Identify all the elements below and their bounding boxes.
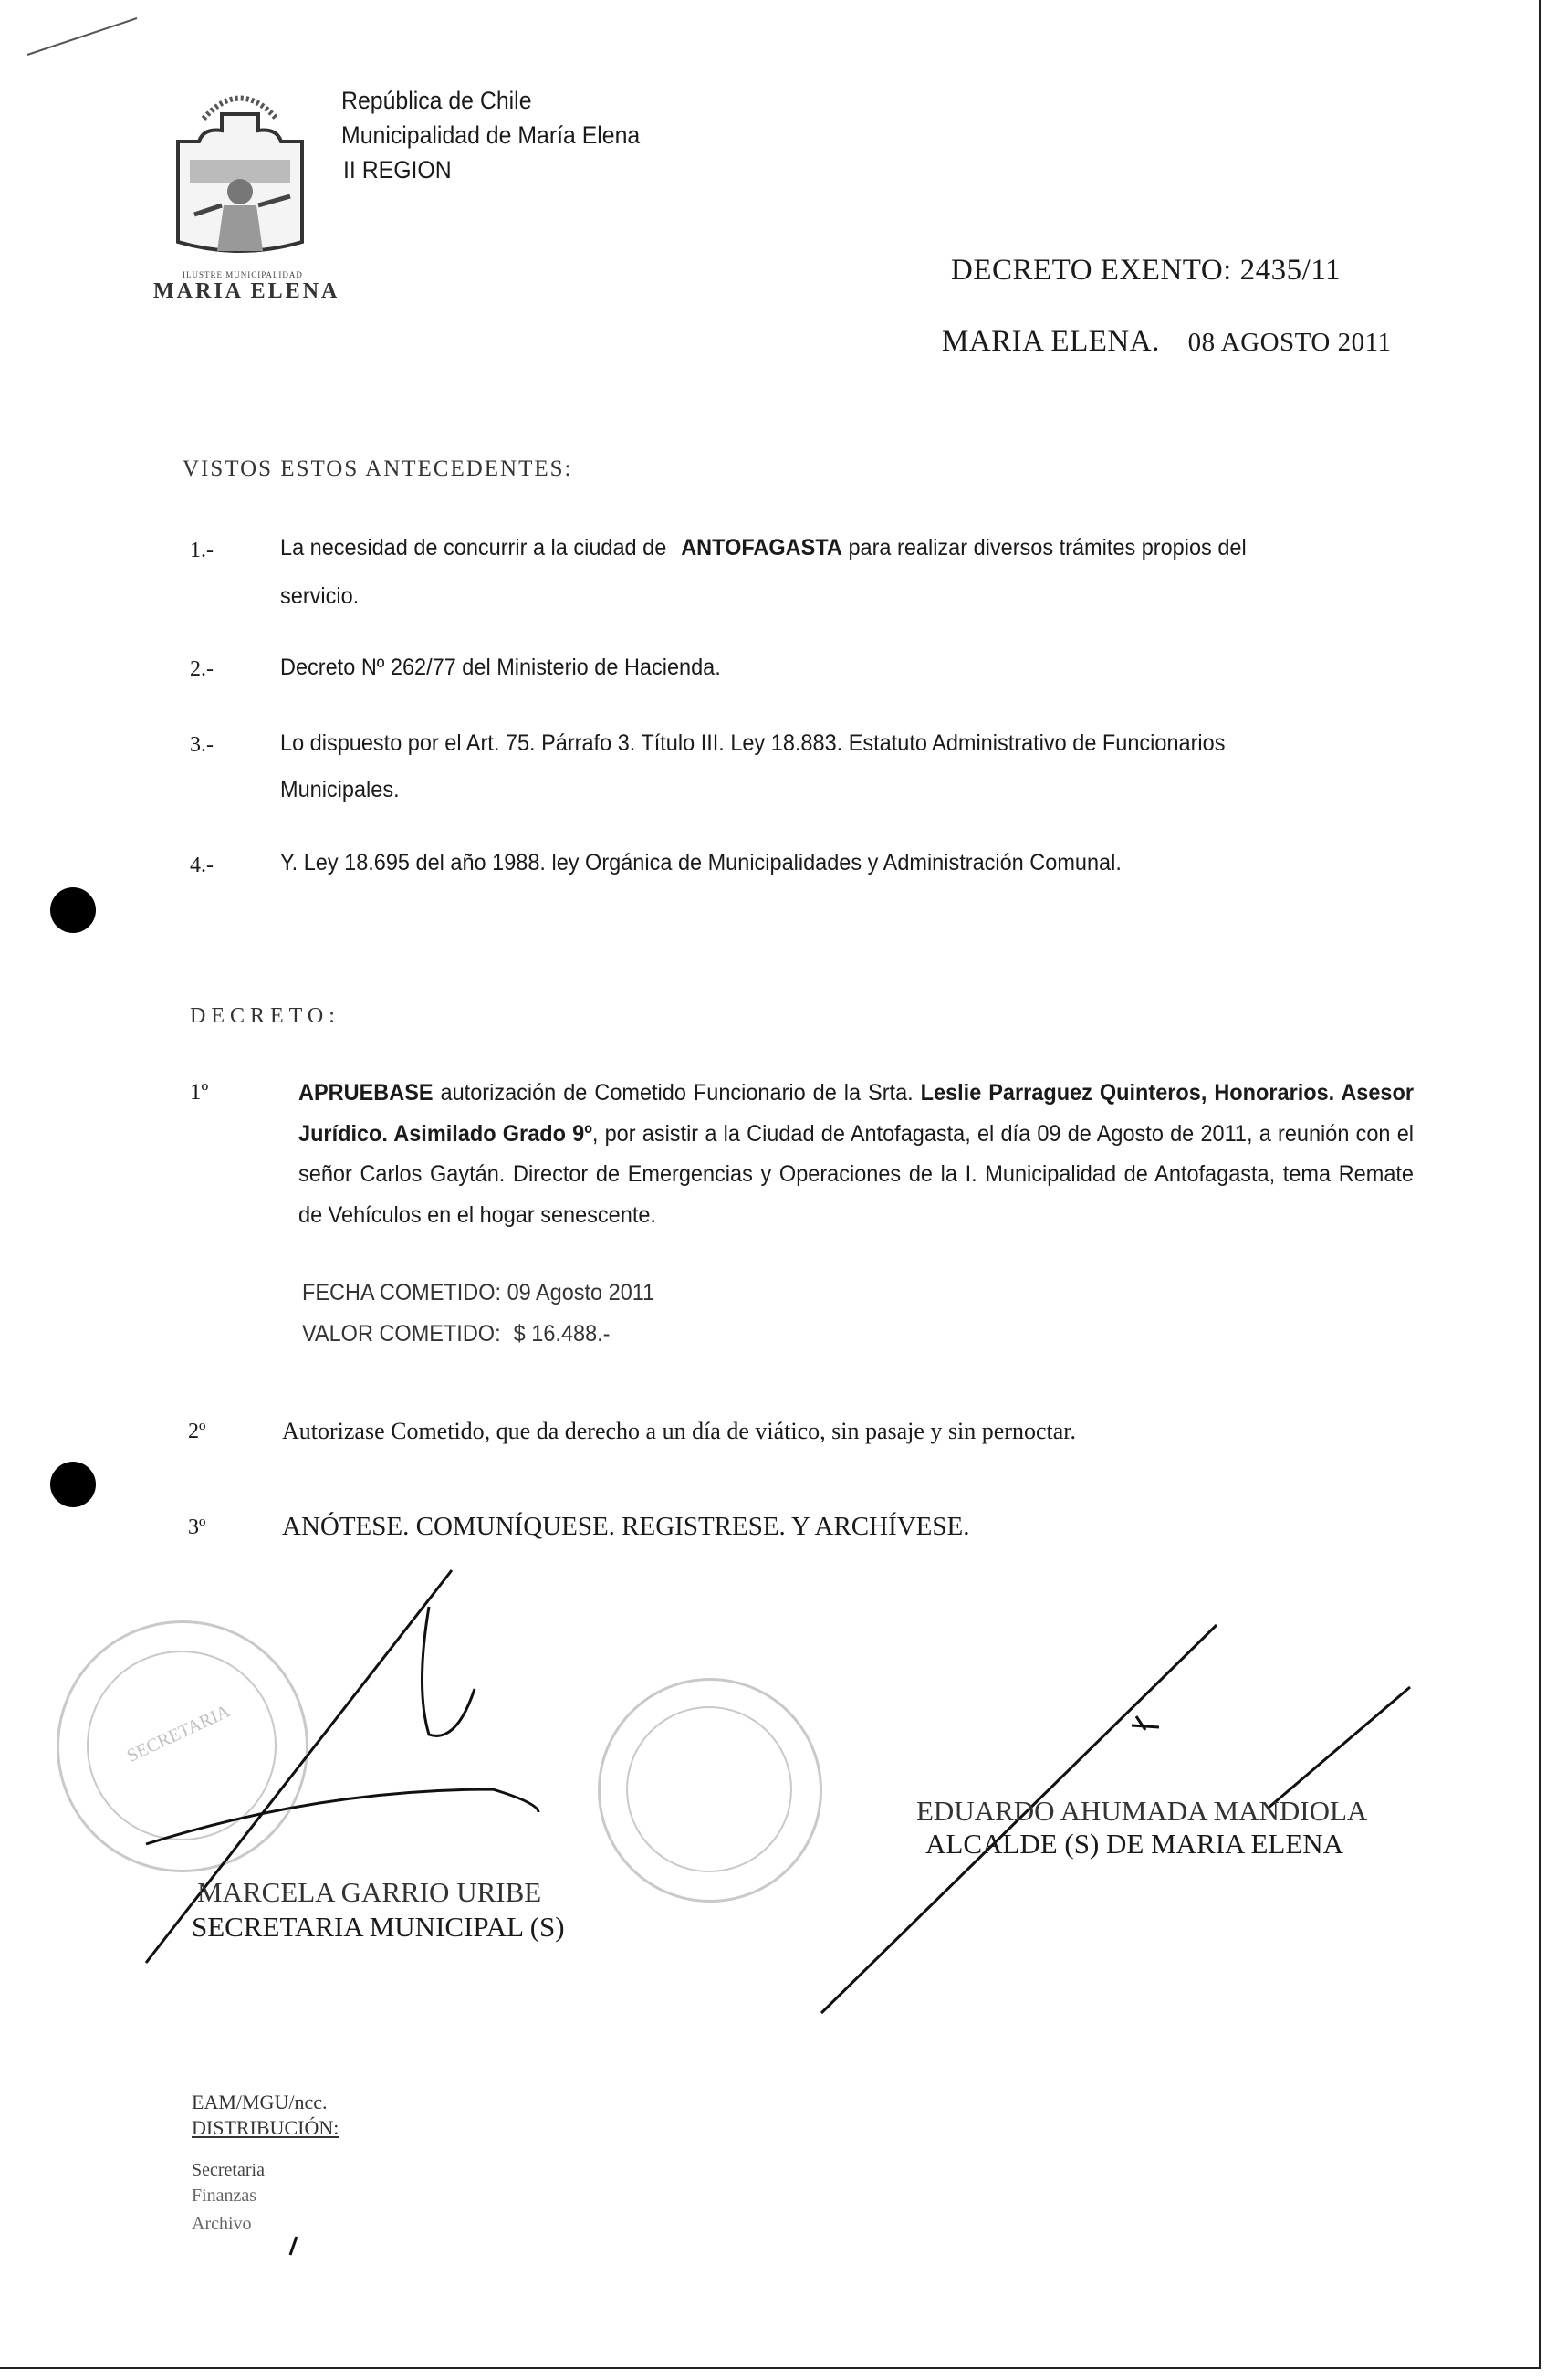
- distribution-label: DISTRIBUCIÓN:: [192, 2116, 339, 2139]
- initials: EAM/MGU/ncc.: [192, 2091, 328, 2113]
- logo-caption-small: ILUSTRE MUNICIPALIDAD: [183, 270, 303, 279]
- item-number: 4.-: [190, 854, 214, 877]
- article-1-part: , por asistir a la Ciudad de Antofagasta, el día 09 de Agosto de 2011, a reunión con el señor Carlos Gaytán. Director de Emergencias y Operaciones de la I. Municipalidad de Antofagasta, tema Remate de Vehículos en el hogar senescente.: [298, 1120, 1414, 1228]
- item-number: 3.-: [190, 733, 214, 757]
- article-number: 2º: [188, 1420, 206, 1443]
- vistos-heading: VISTOS ESTOS ANTECEDENTES:: [183, 456, 573, 481]
- item-text-cont: Municipales.: [280, 777, 400, 802]
- article-1-bold: Leslie Parraguez Quinteros, Honorarios. Asesor Jurídico. Asimilado Grado 9º: [298, 1080, 1414, 1147]
- distribution-item: Archivo: [192, 2214, 252, 2234]
- item-number: 2.-: [190, 657, 214, 681]
- valor-label: VALOR COMETIDO:: [302, 1321, 501, 1347]
- distribution-item: Secretaria: [192, 2160, 265, 2180]
- item-text: Decreto Nº 262/77 del Ministerio de Hacienda.: [280, 655, 721, 680]
- left-signatory-name: MARCELA GARRIO URIBE: [197, 1876, 542, 1908]
- decree-number-label: DECRETO EXENTO:: [951, 254, 1232, 287]
- article-3-text: ANÓTESE. COMUNÍQUESE. REGISTRESE. Y ARCHÍVESE.: [282, 1512, 970, 1541]
- decree-place: MARIA ELENA.: [942, 325, 1160, 358]
- item-text: Y. Ley 18.695 del año 1988. ley Orgánica de Municipalidades y Administración Comunal.: [280, 850, 1122, 875]
- article-number: 1º: [190, 1080, 209, 1105]
- decree-date: 08 AGOSTO 2011: [1187, 328, 1392, 357]
- header-region: II REGION: [343, 156, 452, 183]
- logo-caption: MARIA ELENA: [153, 279, 340, 303]
- valor-value: $ 16.488.-: [513, 1321, 611, 1347]
- fecha-label: FECHA COMETIDO:: [302, 1280, 502, 1305]
- right-signatory-title: ALCALDE (S) DE MARIA ELENA: [925, 1828, 1344, 1860]
- header-municipality: Municipalidad de María Elena: [341, 121, 641, 149]
- stamp-text: SECRETARIA: [123, 1701, 234, 1767]
- item-text: Lo dispuesto por el Art. 75. Párrafo 3. Título III. Ley 18.883. Estatuto Administrativo de Funcionarios: [280, 730, 1226, 756]
- item-text-bold: ANTOFAGASTA: [681, 535, 842, 561]
- item-text-part: para realizar diversos trámites propios del: [848, 535, 1247, 561]
- item-number: 1.-: [190, 539, 214, 562]
- article-1-part: autorización de Cometido Funcionario de la Srta.: [433, 1080, 921, 1106]
- item-text-cont: servicio.: [280, 583, 360, 609]
- decreto-heading: DECRETO:: [190, 1004, 340, 1028]
- fecha-value: 09 Agosto 2011: [507, 1280, 655, 1305]
- article-1-bold: APRUEBASE: [298, 1080, 434, 1106]
- article-number: 3º: [188, 1515, 206, 1539]
- left-signatory-title: SECRETARIA MUNICIPAL (S): [192, 1911, 565, 1943]
- right-signatory-name: EDUARDO AHUMADA MANDIOLA: [916, 1795, 1368, 1827]
- header-country: República de Chile: [341, 87, 532, 114]
- item-text-part: La necesidad de concurrir a la ciudad de: [280, 535, 667, 561]
- distribution-item: Finanzas: [192, 2186, 257, 2206]
- article-2-text: Autorizase Cometido, que da derecho a un día de viático, sin pasaje y sin pernoctar.: [282, 1418, 1076, 1444]
- decree-number-value: 2435/11: [1239, 254, 1342, 287]
